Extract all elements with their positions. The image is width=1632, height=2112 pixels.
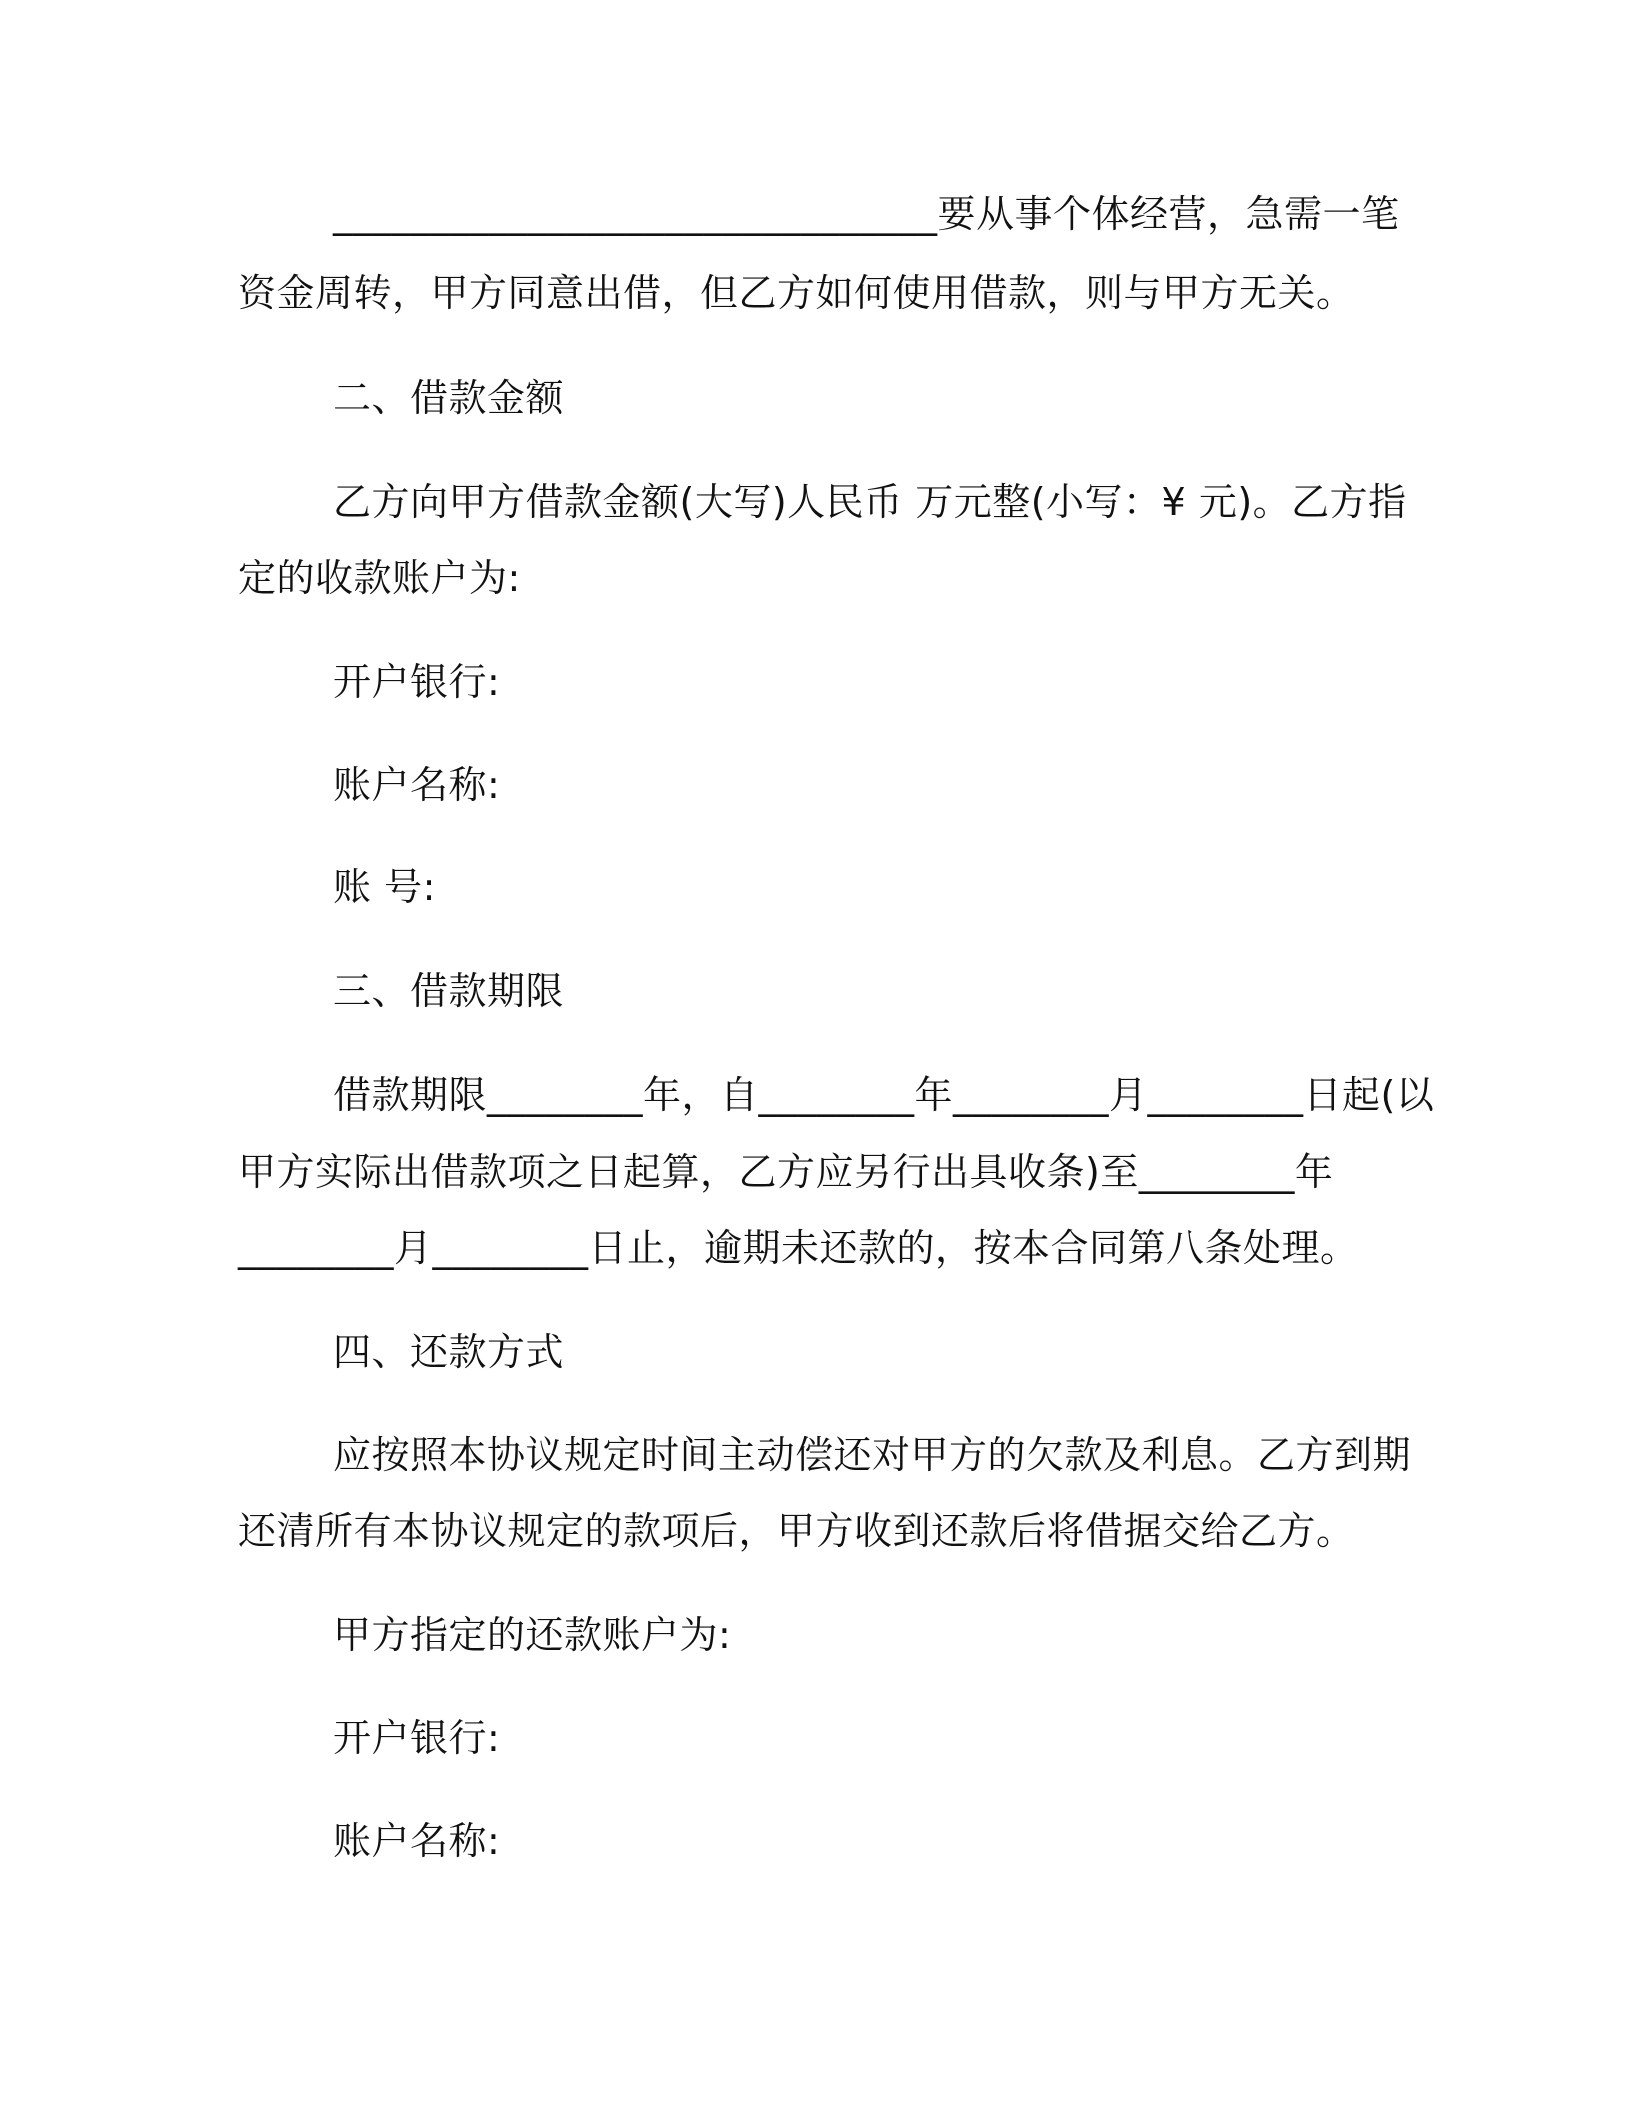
paragraph-line: 资金周转，甲方同意出借，但乙方如何使用借款，则与甲方无关。 bbox=[238, 271, 1355, 315]
paragraph-line: 甲方实际出借款项之日起算，乙方应另行出具收条)至________年 bbox=[238, 1150, 1334, 1194]
section-heading: 四、还款方式 bbox=[333, 1330, 565, 1374]
field-label: 开户银行: bbox=[333, 660, 501, 704]
field-label: 开户银行: bbox=[333, 1716, 501, 1760]
paragraph-line: ________月________日止，逾期未还款的，按本合同第八条处理。 bbox=[238, 1226, 1359, 1270]
section-heading: 二、借款金额 bbox=[333, 376, 565, 420]
paragraph-line: 乙方向甲方借款金额(大写)人民币 万元整(小写：¥ 元)。乙方指 bbox=[333, 480, 1407, 524]
paragraph-line: 甲方指定的还款账户为: bbox=[333, 1613, 732, 1657]
paragraph-line: _______________________________要从事个体经营，急需一笔 bbox=[333, 192, 1400, 236]
paragraph-line: 借款期限________年，自________年________月________日起(以 bbox=[333, 1073, 1435, 1117]
field-label: 账户名称: bbox=[333, 763, 501, 807]
paragraph-line: 还清所有本协议规定的款项后，甲方收到还款后将借据交给乙方。 bbox=[238, 1509, 1355, 1553]
paragraph-line: 定的收款账户为: bbox=[238, 556, 521, 600]
field-label: 账户名称: bbox=[333, 1819, 501, 1863]
section-heading: 三、借款期限 bbox=[333, 969, 565, 1013]
field-label: 账 号: bbox=[333, 865, 436, 909]
paragraph-line: 应按照本协议规定时间主动偿还对甲方的欠款及利息。乙方到期 bbox=[333, 1433, 1412, 1477]
